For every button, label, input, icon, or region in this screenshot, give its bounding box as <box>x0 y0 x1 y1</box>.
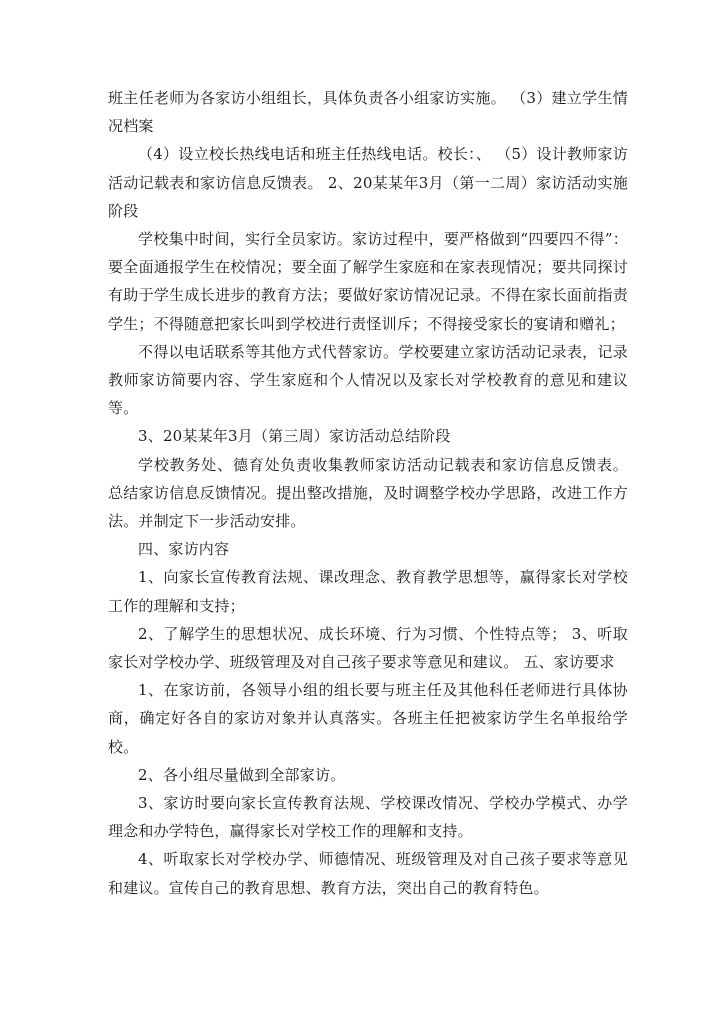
paragraph-requirement-2: 2、各小组尽量做到全部家访。 <box>138 765 346 784</box>
paragraph-content-item-1: 1、向家长宣传教育法规、课改理念、教育教学思想等，赢得家长对学校工作的理解和支持； <box>108 568 628 615</box>
paragraph-summary-stage-heading: 3、20某某年3月（第三周）家访活动总结阶段 <box>138 427 451 446</box>
paragraph-requirement-4: 4、听取家长对学校办学、师德情况、班级管理及对自己孩子要求等意见和建议。宣传自己的教育思想、教育方法，突出自己的教育特色。 <box>108 850 628 897</box>
paragraph-summary-stage: 学校教务处、德育处负责收集教师家访活动记载表和家访信息反馈表。 总结家访信息反馈情况。提出整改措施，及时调整学校办学思路，改进工作方法。并制定下一步活动安排。 <box>108 455 628 531</box>
paragraph-requirement-3: 3、家访时要向家长宣传教育法规、学校课改情况、学校办学模式、办学理念和办学特色，赢得家长对学校工作的理解和支持。 <box>108 794 628 841</box>
paragraph-hotline: （4）设立校长热线电话和班主任热线电话。校长：、 （5）设计教师家访活动记载表和家访信息反馈表。 2、20某某年3月（第一二周）家访活动实施阶段 <box>108 145 628 220</box>
paragraph-content-item-2-3: 2、了解学生的思想状况、成长环境、行为习惯、个性特点等； 3、听取家长对学校办学、班级管理及对自己孩子要求等意见和建议。 五、家访要求 <box>108 624 628 672</box>
paragraph-group-leader: 班主任老师为各家访小组组长，具体负责各小组家访实施。 （3）建立学生情况档案 <box>108 89 628 136</box>
section-heading-content: 四、家访内容 <box>138 540 230 559</box>
paragraph-visit-record: 不得以电话联系等其他方式代替家访。学校要建立家访活动记录表，记录教师家访简要内容、学生家庭和个人情况以及家长对学校教育的意见和建议等。 <box>108 342 628 418</box>
paragraph-requirement-1: 1、在家访前，各领导小组的组长要与班主任及其他科任老师进行具体协商，确定好各自的家访对象并认真落实。各班主任把被家访学生名单报给学校。 <box>108 681 628 756</box>
paragraph-home-visit-rules: 学校集中时间，实行全员家访。家访过程中，要严格做到“四要四不得”：要全面通报学生在校情况；要全面了解学生家庭和在家表现情况；要共同探讨有助于学生成长进步的教育方法；要做好家访情况记录。不得在家长面前指责学生；不得随意把家长叫到学校进行责怪训斥；不得接受家长的宴请和赠礼； <box>108 230 628 333</box>
document-page <box>108 84 628 902</box>
